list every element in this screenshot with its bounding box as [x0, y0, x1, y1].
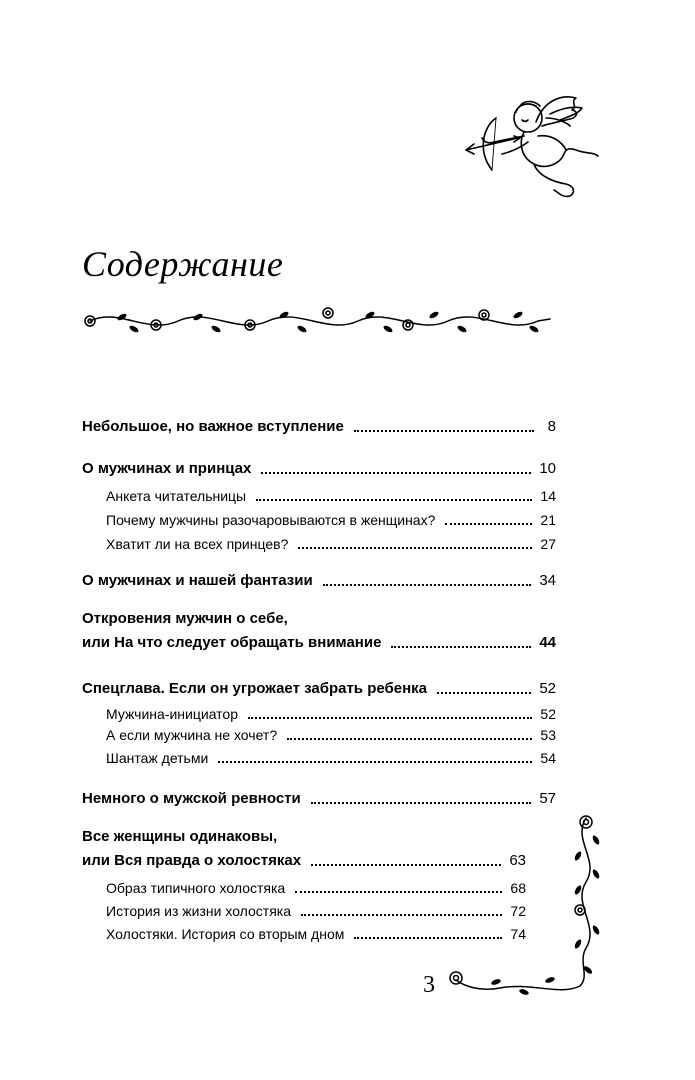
- toc-entry: [82, 630, 556, 652]
- toc-entry-page: 52: [540, 706, 556, 722]
- toc-entry-page: 21: [540, 512, 556, 528]
- toc-entry-title: Образ типичного холостяка: [106, 880, 286, 896]
- leader-dots: [256, 499, 532, 501]
- toc-subentry: [106, 531, 556, 553]
- toc-entry-title: или На что следует обращать внимание: [82, 634, 382, 651]
- toc-entry-title-line1: Откровения мужчин о себе,: [82, 610, 288, 627]
- toc-entry-page: 54: [540, 750, 556, 766]
- toc-entry-title: Немного о мужской ревности: [82, 790, 301, 807]
- toc-entry-page: 27: [540, 536, 556, 552]
- toc-subentry: [106, 701, 556, 723]
- toc-entry-title: или Вся правда о холостяках: [82, 852, 302, 869]
- toc-entry-title: О мужчинах и принцах: [82, 460, 252, 477]
- leader-dots: [354, 430, 534, 432]
- toc-entry-page: 52: [539, 680, 556, 697]
- leader-dots: [298, 547, 532, 549]
- page-number: 3: [423, 972, 435, 998]
- toc-subentry: [106, 483, 556, 505]
- toc-entry-title: А если мужчина не хочет?: [106, 727, 278, 743]
- toc-entry: [82, 414, 556, 436]
- leader-dots: [287, 738, 532, 740]
- leader-dots: [311, 802, 532, 804]
- toc-entry-page: 10: [539, 460, 556, 477]
- toc-entry-title: Небольшое, но важное вступление: [82, 418, 344, 435]
- leader-dots: [323, 584, 532, 586]
- leader-dots: [248, 717, 532, 719]
- toc-entry-page: 8: [547, 418, 556, 435]
- toc-entry-title: История из жизни холостяка: [106, 903, 292, 919]
- toc-entry-title: Холостяки. История со вторым дном: [106, 926, 345, 942]
- toc-entry-title: Анкета читательницы: [106, 488, 247, 504]
- toc-entry-page: 72: [510, 903, 526, 919]
- toc-entry-page: 74: [510, 926, 526, 942]
- toc-entry-title-line1: Все женщины одинаковы,: [82, 828, 278, 845]
- toc-entry-page: 63: [509, 852, 526, 869]
- toc-subentry: [106, 722, 556, 744]
- toc-subentry: [106, 745, 556, 767]
- cupid-illustration: [458, 92, 608, 208]
- toc-entry-page: 53: [540, 727, 556, 743]
- toc-entry: [82, 786, 556, 808]
- ornamental-vine-divider: [78, 303, 556, 339]
- toc-entry-page: 14: [540, 488, 556, 504]
- toc-entry-title: О мужчинах и нашей фантазии: [82, 572, 313, 589]
- leader-dots: [261, 472, 531, 474]
- toc-entry: [82, 456, 556, 478]
- toc-entry-page: 44: [539, 634, 556, 651]
- toc-entry: [82, 568, 556, 590]
- ornamental-vine-corner: [440, 810, 610, 1000]
- toc-entry-title: Хватит ли на всех принцев?: [106, 536, 289, 552]
- toc-entry-title: Мужчина-инициатор: [106, 706, 238, 722]
- toc-entry-page: 57: [539, 790, 556, 807]
- toc-entry-page: 34: [539, 572, 556, 589]
- toc-entry-page: 68: [510, 880, 526, 896]
- toc-entry-title: Спецглава. Если он угрожает забрать ребенка: [82, 680, 428, 697]
- leader-dots: [445, 523, 532, 525]
- leader-dots: [437, 692, 531, 694]
- page-title: Содержание: [82, 244, 284, 284]
- toc-entry-title: Почему мужчины разочаровываются в женщинах?: [106, 512, 436, 528]
- toc-entry-title: Шантаж детьми: [106, 750, 209, 766]
- toc-subentry: [106, 507, 556, 529]
- leader-dots: [218, 761, 532, 763]
- leader-dots: [391, 646, 531, 648]
- toc-entry: [82, 676, 556, 698]
